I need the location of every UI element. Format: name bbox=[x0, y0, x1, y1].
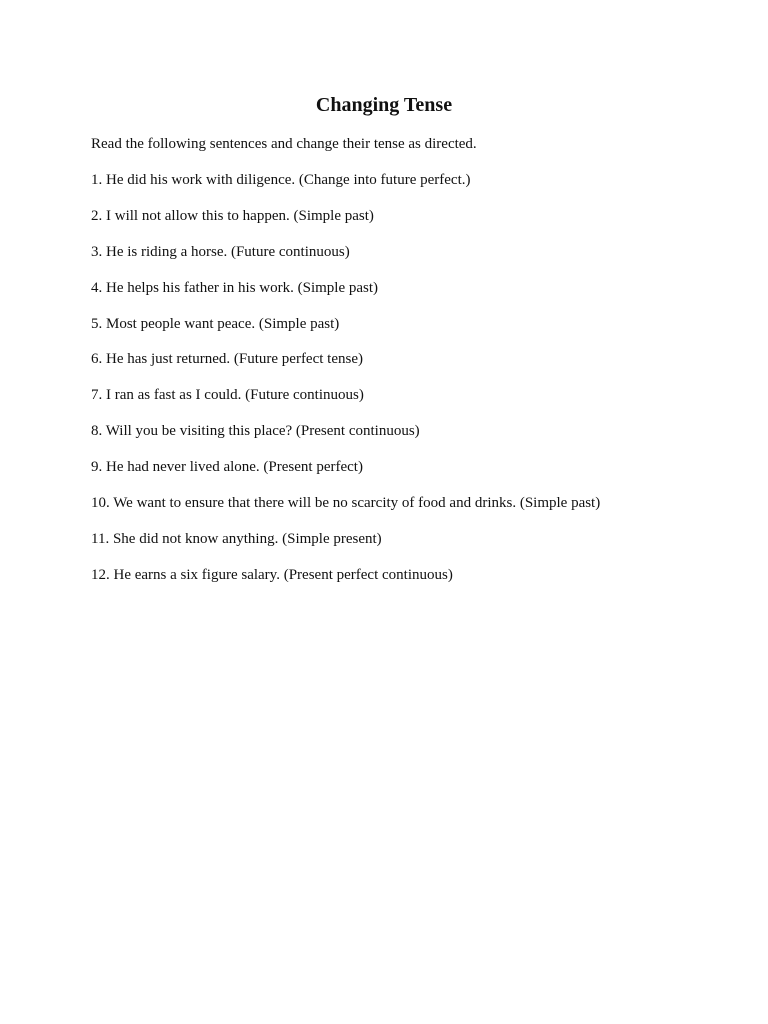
question-item: 12. He earns a six figure salary. (Present perfect continuous) bbox=[91, 566, 453, 583]
question-item: 5. Most people want peace. (Simple past) bbox=[91, 315, 340, 332]
question-item: 1. He did his work with diligence. (Change into future perfect.) bbox=[91, 172, 471, 188]
question-item: 11. She did not know anything. (Simple present) bbox=[91, 530, 382, 547]
instructions-text: Read the following sentences and change their tense as directed. bbox=[91, 136, 477, 152]
question-item: 8. Will you be visiting this place? (Present continuous) bbox=[91, 423, 420, 440]
question-item: 4. He helps his father in his work. (Simple past) bbox=[91, 279, 379, 296]
question-item: 7. I ran as fast as I could. (Future continuous) bbox=[91, 387, 364, 404]
question-item: 6. He has just returned. (Future perfect tense) bbox=[91, 351, 363, 368]
question-list bbox=[91, 170, 600, 601]
page-title: Changing Tense bbox=[315, 94, 453, 116]
question-item: 9. He had never lived alone. (Present perfect) bbox=[91, 459, 363, 476]
question-item: 3. He is riding a horse. (Future continuous) bbox=[91, 243, 350, 260]
question-item: 10. We want to ensure that there will be no scarcity of food and drinks. (Simple past) bbox=[91, 495, 601, 512]
question-item: 2. I will not allow this to happen. (Simple past) bbox=[91, 207, 374, 224]
